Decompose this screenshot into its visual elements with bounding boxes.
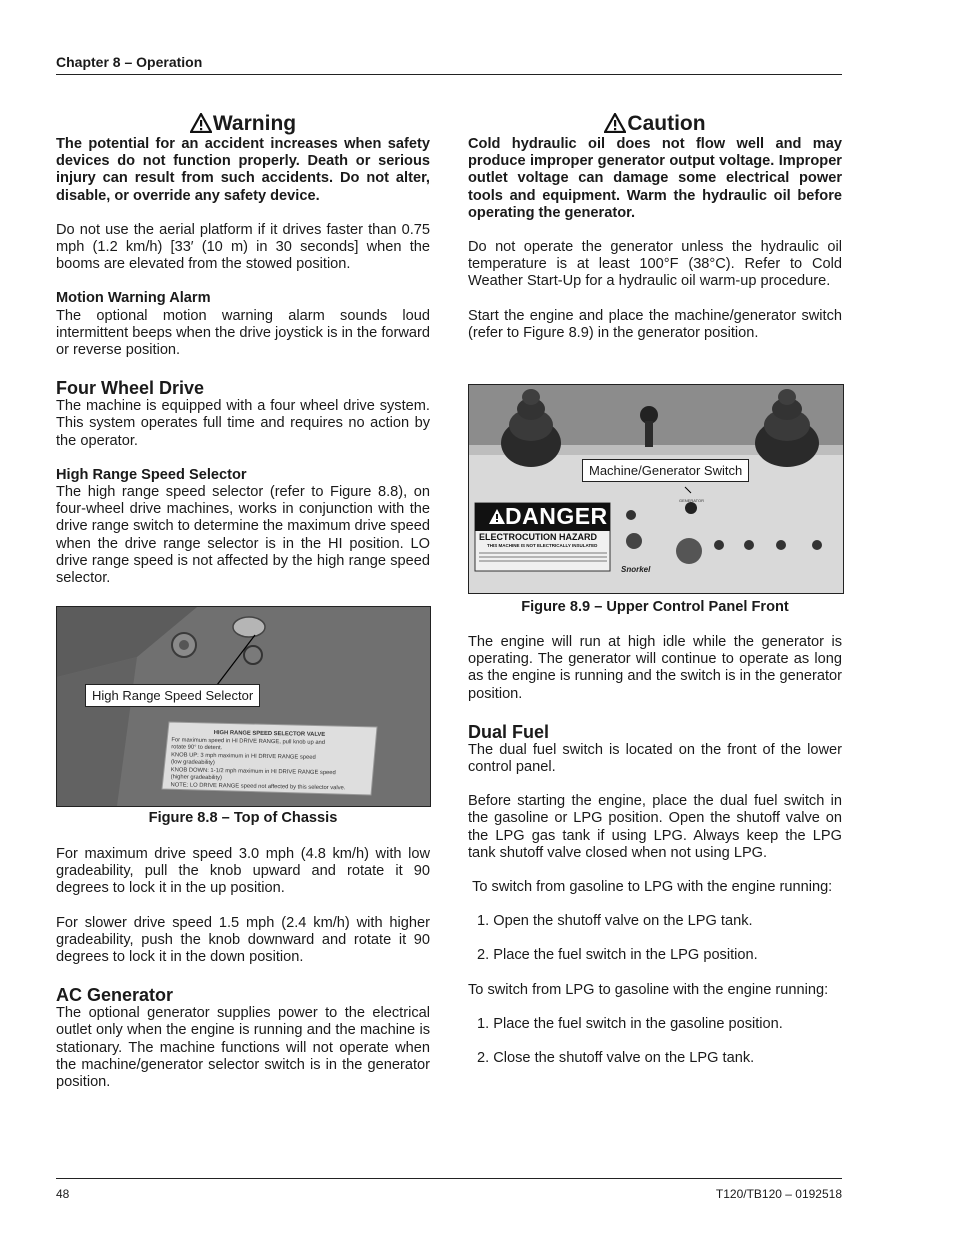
ac-generator-text: The optional generator supplies power to the electrical outlet only when the engine is running and the machine is stationary. The machine functions will not operate when the machine/generator selector switch is in the generator position. [56,1005,430,1091]
four-wheel-text: The machine is equipped with a four wheel drive system. This system operates full time and requires no action by the operator. [56,398,430,449]
label-line: (low gradeability) [170,759,215,767]
high-range-text: The high range speed selector (refer to Figure 8.8), on four-wheel drive machines, works in conjunction with the drive range switch to determine the maximum drive speed when the drive range selector is in the HI position. LO drive range speed is not affected by the high range speed selector. [56,484,430,587]
control-panel-illustration [469,385,843,593]
idle-paragraph: The engine will run at high idle while the generator is operating. The generator will continue to operate as long as the engine is running and the switch is in the generator position. [468,634,842,702]
four-wheel-heading: Four Wheel Drive [56,378,205,399]
dual-fuel-text: The dual fuel switch is located on the front of the lower control panel. [468,741,842,776]
label-line: NOTE: LO DRIVE RANGE speed not affected by this selector valve. [170,781,346,791]
label-title: HIGH RANGE SPEED SELECTOR VALVE [213,730,326,738]
list-item: 1. Place the fuel switch in the gasoline position. [477,1015,783,1032]
selector-valve-label [170,729,367,792]
label-line: For maximum speed in HI DRIVE RANGE, pull knob up and [171,736,326,746]
dual-fuel-heading: Dual Fuel [468,721,550,742]
warning-title: Warning [212,112,297,135]
label-line: rotate 90° to detent. [171,744,223,752]
temperature-paragraph: Do not operate the generator unless the hydraulic oil temperature is at least 100°F (38°C). Refer to Cold Weather Start-Up for a hydraulic oil warm-up procedure. [468,239,842,290]
left-column-lower [56,846,430,1091]
danger-decal-note: THIS MACHINE IS NOT ELECTRICALLY INSULATED [487,543,598,548]
page-number: 48 [56,1187,70,1201]
danger-decal-subtitle: ELECTROCUTION HAZARD [479,532,597,542]
list-item: 1. Open the shutoff valve on the LPG tank. [477,913,753,930]
right-column-lower [468,634,842,1067]
figure-8-8-caption: Figure 8.8 – Top of Chassis [148,810,338,826]
right-column [468,112,842,342]
footer-rule [56,1178,842,1179]
chapter-header: Chapter 8 – Operation [56,54,203,70]
label-line: KNOB DOWN: 1-1/2 mph maximum in HI DRIVE RANGE speed [170,766,336,776]
to-lpg-paragraph: To switch from gasoline to LPG with the engine running: [468,879,833,896]
max-speed-paragraph: For maximum drive speed 3.0 mph (4.8 km/h) with low gradeability, pull the knob upward and rotate it 90 degrees to lock it in the up position. [56,846,430,897]
label-line: (higher gradeability) [170,774,222,782]
warning-heading [56,112,430,136]
start-paragraph: Start the engine and place the machine/generator switch (refer to Figure 8.9) in the generator position. [468,307,842,341]
ac-generator-heading: AC Generator [56,985,174,1006]
document-id: T120/TB120 – 0192518 [715,1187,842,1201]
generator-switch-label: GENERATOR [679,498,704,503]
brand-decal: Snorkel [621,565,651,574]
caution-icon [604,113,626,133]
generator-switch-callout: Machine/Generator Switch [582,459,749,482]
warning-icon [190,113,212,133]
motion-alarm-text: The optional motion warning alarm sounds loud intermittent beeps when the drive joystick is in the forward or reverse position. [56,307,430,359]
to-gasoline-paragraph: To switch from LPG to gasoline with the engine running: [468,981,829,998]
before-start-paragraph: Before starting the engine, place the dual fuel switch in the gasoline or LPG position. Open the shutoff valve on the LPG gas tank if using LPG. Always keep the LPG tank shutoff valve closed when not using LPG. [468,793,842,861]
caution-heading [468,112,842,136]
warning-text: The potential for an accident increases when safety devices do not function properly. Death or serious injury can result from such accidents. Do not alter, disable, or override any safety device. [56,136,430,204]
figure-8-9-photo [468,384,844,594]
caution-title: Caution [627,112,706,135]
caution-text: Cold hydraulic oil does not flow well and may produce improper generator output voltage. Improper outlet voltage can damage some electrical power tools and equipment. Warm the hydraulic oil before operating the generator. [468,136,842,221]
high-range-callout: High Range Speed Selector [85,684,260,707]
aerial-paragraph: Do not use the aerial platform if it drives faster than 0.75 mph (1.2 km/h) [33′ (10 m) in 30 seconds] when the booms are elevated from the stowed position. [56,221,430,273]
slow-speed-paragraph: For slower drive speed 1.5 mph (2.4 km/h) with higher gradeability, push the knob downward and rotate it 90 degrees to lock it in the down position. [56,914,430,966]
list-item: 2. Place the fuel switch in the LPG position. [477,947,758,964]
motion-alarm-heading: Motion Warning Alarm [56,290,211,307]
header-rule [56,74,842,75]
figure-8-9-caption: Figure 8.9 – Upper Control Panel Front [521,599,789,615]
danger-decal-title: DANGER [505,503,608,529]
left-column [56,112,430,587]
figure-8-8-photo [56,606,431,807]
label-line: KNOB UP: 3 mph maximum in HI DRIVE RANGE speed [171,751,316,761]
list-item: 2. Close the shutoff valve on the LPG tank. [477,1050,755,1067]
high-range-heading: High Range Speed Selector [56,466,247,483]
